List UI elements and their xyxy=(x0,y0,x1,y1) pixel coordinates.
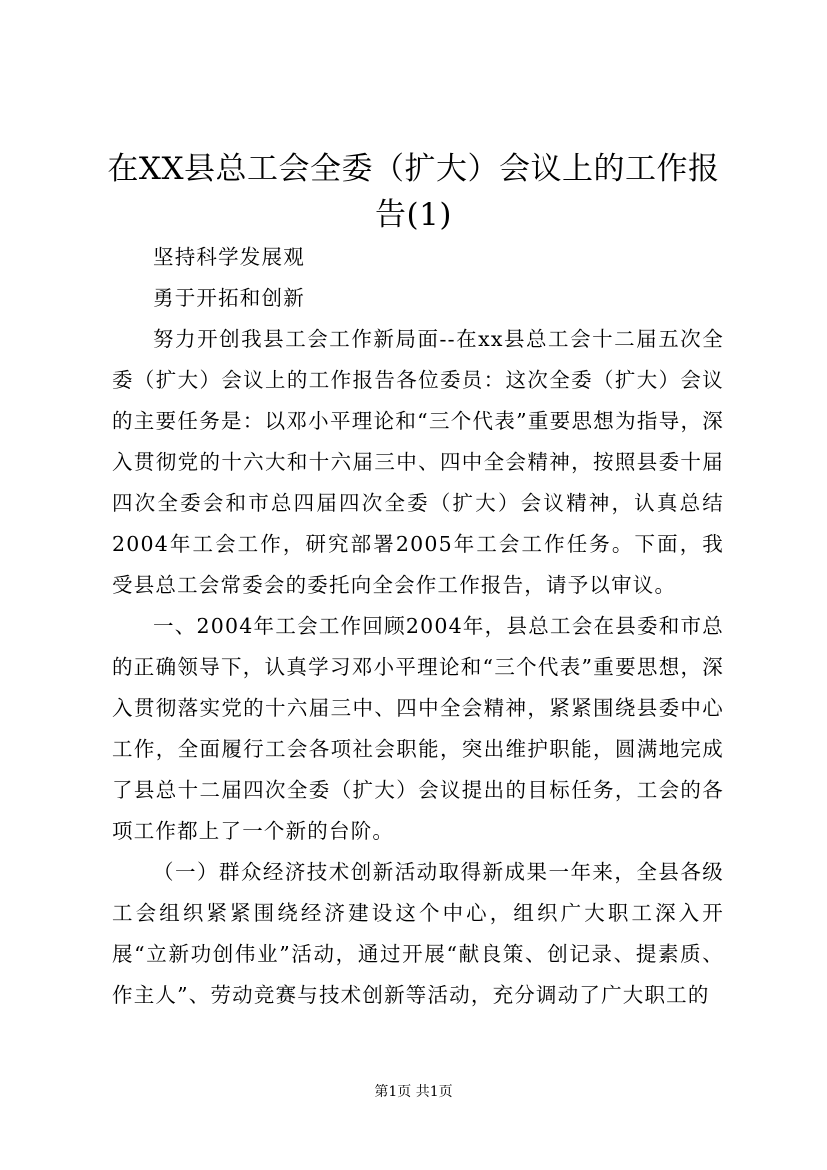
paragraph: 勇于开拓和创新 xyxy=(153,286,305,310)
page-footer: 第1页 共1页 xyxy=(374,1084,453,1100)
paragraph: 坚持科学发展观 xyxy=(153,245,305,269)
document-body xyxy=(112,237,724,1016)
document-title: 在XX县总工会全委（扩大）会议上的工作报告(1) xyxy=(107,151,720,233)
paragraph: 努力开创我县工会工作新局面--在xx县总工会十二届五次全委（扩大）会议上的工作报告各位委员：这次全委（扩大）会议的主要任务是：以邓小平理论和“三个代表”重要思想为指导，深入贯彻党的十六大和十六届三中、四中全会精神，按照县委十届四次全委会和市总四届四次全委（扩大）会议精神，认真总结2004年工会工作，研究部署2005年工会工作任务。下面，我受县总工会常委会的委托向全会作工作报告，请予以审议。 xyxy=(112,327,724,597)
paragraph: （一）群众经济技术创新活动取得新成果一年来，全县各级工会组织紧紧围绕经济建设这个中心，组织广大职工深入开展“立新功创伟业”活动，通过开展“献良策、创记录、提素质、作主人”、劳动竞赛与技术创新等活动，充分调动了广大职工的 xyxy=(112,860,724,1007)
paragraph: 一、2004年工会工作回顾2004年，县总工会在县委和市总的正确领导下，认真学习邓小平理论和“三个代表”重要思想，深入贯彻落实党的十六届三中、四中全会精神，紧紧围绕县委中心工作，全面履行工会各项社会职能，突出维护职能，圆满地完成了县总十二届四次全委（扩大）会议提出的目标任务，工会的各项工作都上了一个新的台阶。 xyxy=(112,614,724,843)
